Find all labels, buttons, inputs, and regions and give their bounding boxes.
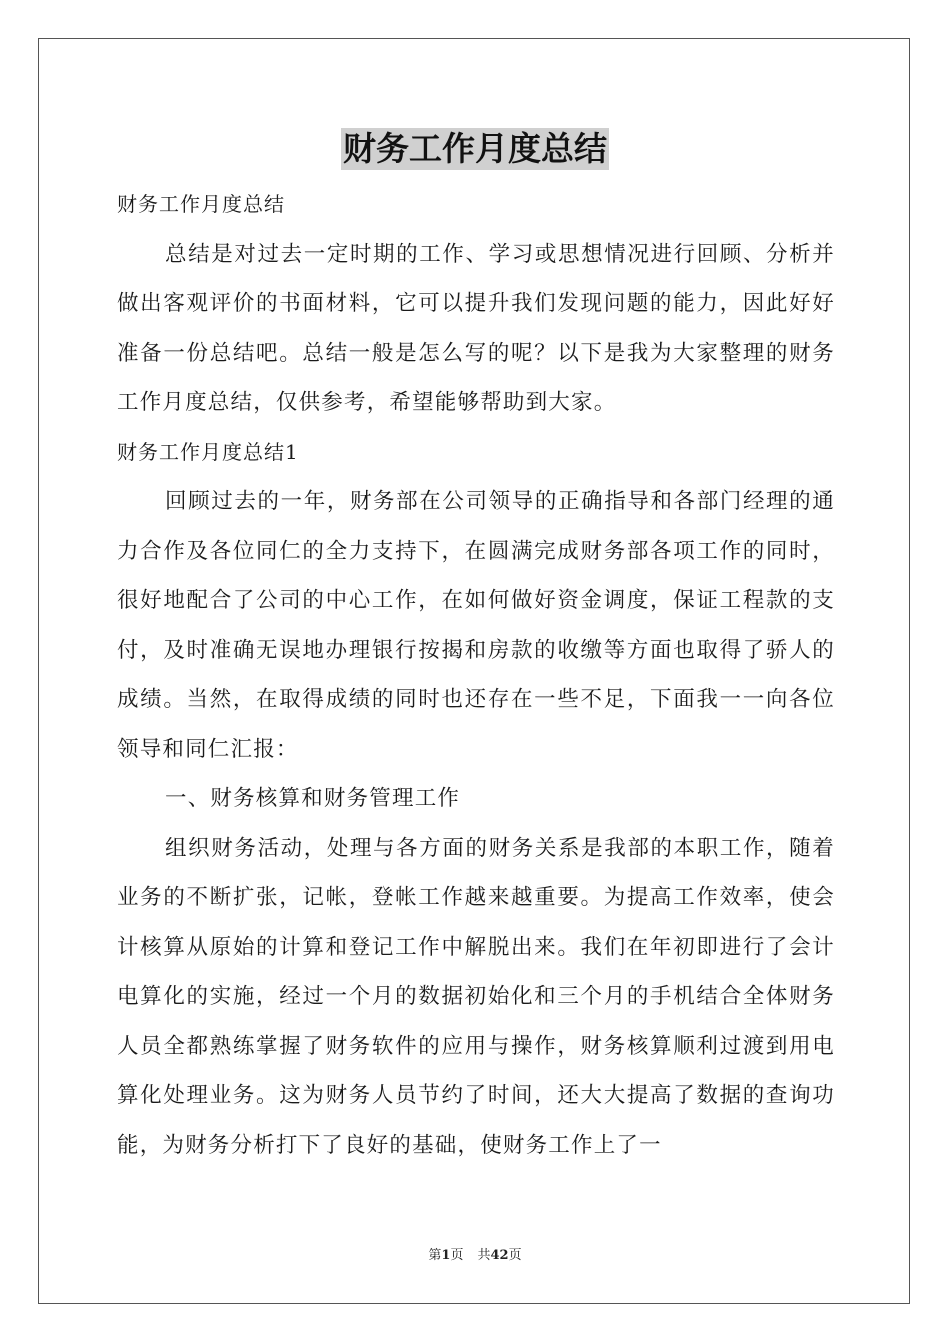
section-heading-1: 财务工作月度总结1: [117, 439, 299, 464]
total-suffix: 页: [508, 1248, 522, 1263]
document-title: 财务工作月度总结: [343, 129, 607, 168]
page-footer: [0, 1247, 950, 1265]
intro-paragraph: 总结是对过去一定时期的工作、学习或思想情况进行回顾、分析并做出客观评价的书面材料，它可以提升我们发现问题的能力，因此好好准备一份总结吧。总结一般是怎么写的呢？以下是我为大家整理的财务工作月度总结，仅供参考，希望能够帮助到大家。: [117, 241, 835, 415]
subheading-accounting: 一、财务核算和财务管理工作: [165, 786, 461, 811]
title-container: [0, 128, 950, 170]
page-suffix: 页: [450, 1248, 464, 1263]
body-paragraph-2: 组织财务活动，处理与各方面的财务关系是我部的本职工作，随着业务的不断扩张，记帐，登帐工作越来越重要。为提高工作效率，使会计核算从原始的计算和登记工作中解脱出来。我们在年初即进行了会计电算化的实施，经过一个月的数据初始化和三个月的手机结合全体财务人员全都熟练掌握了财务软件的应用与操作，财务核算顺利过渡到用电算化处理业务。这为财务人员节约了时间，还大大提高了数据的查询功能，为财务分析打下了良好的基础，使财务工作上了一: [117, 835, 835, 1158]
document-subtitle: 财务工作月度总结: [117, 192, 285, 216]
total-pages: 42: [490, 1248, 509, 1263]
document-body: [117, 180, 835, 1170]
page-prefix: 第: [428, 1248, 442, 1263]
total-prefix: 共: [477, 1248, 491, 1263]
body-paragraph-1: 回顾过去的一年，财务部在公司领导的正确指导和各部门经理的通力合作及各位同仁的全力支持下，在圆满完成财务部各项工作的同时，很好地配合了公司的中心工作，在如何做好资金调度，保证工程款的支付，及时准确无误地办理银行按揭和房款的收缴等方面也取得了骄人的成绩。当然，在取得成绩的同时也还存在一些不足，下面我一一向各位领导和同仁汇报：: [117, 489, 835, 762]
page-number: 1: [441, 1248, 451, 1263]
